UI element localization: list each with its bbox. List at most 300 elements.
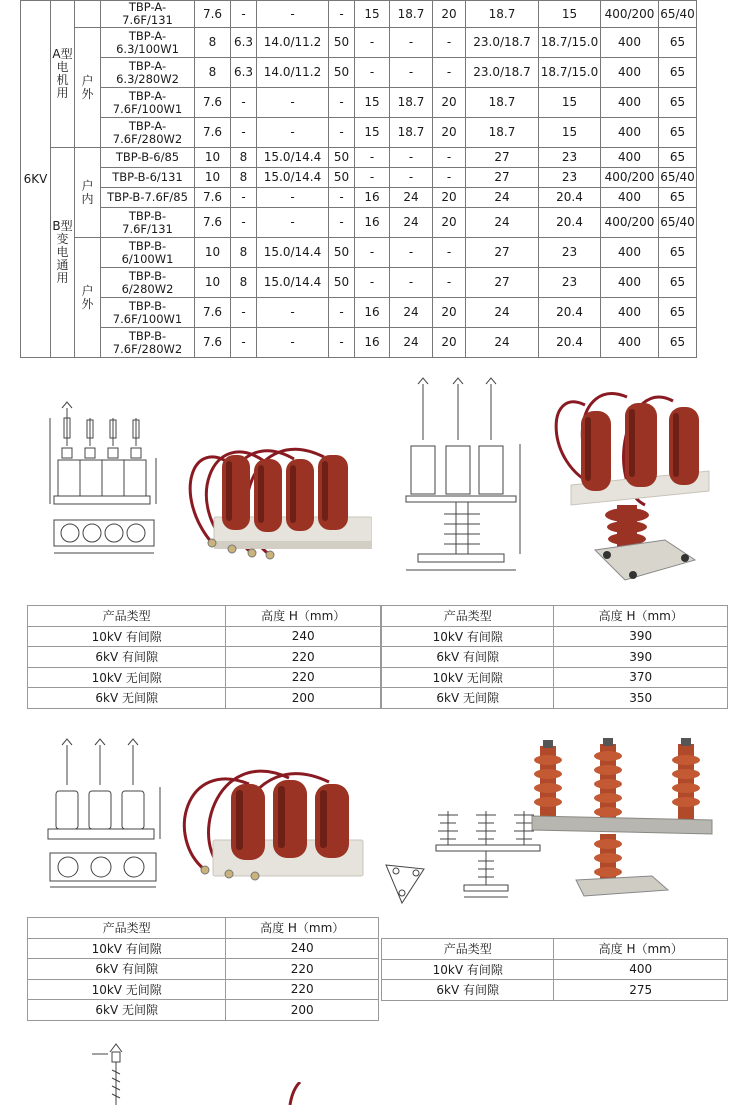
value-cell-text: 24 [494,190,510,204]
value-cell-text: 10 [204,150,221,164]
value-cell-text: 400/200 [604,6,655,21]
value-cell [390,238,433,268]
value-cell [231,188,257,208]
value-cell [659,208,697,238]
value-cell [539,208,601,238]
value-cell-text: 27 [494,275,510,289]
group-a-label-text: 机 [56,73,69,87]
product-type-cell: 10kV 无间隙 [28,979,226,1000]
value-cell-text: - [446,275,452,289]
value-cell [355,148,390,168]
value-cell-text: 23 [561,245,578,259]
value-cell [466,238,539,268]
value-cell-text: 65 [669,95,686,109]
value-cell-text: 20 [441,215,457,229]
height-value-cell: 275 [554,980,728,1001]
value-cell-text: - [241,6,246,21]
model-cell [101,28,195,58]
value-cell-text: 65 [669,305,686,319]
value-cell-text: 24 [494,305,510,319]
model-cell [101,88,195,118]
group-b-label-text: B型 [52,219,73,233]
value-cell [390,188,433,208]
spec-row [21,168,697,188]
value-cell-text: 50 [333,35,350,49]
value-cell [329,188,355,208]
value-cell [601,28,659,58]
value-cell-text: - [290,95,295,109]
value-cell [433,1,466,28]
value-cell [195,298,231,328]
value-cell-text: - [369,35,375,49]
value-cell-text: 20.4 [556,305,583,319]
value-cell-text: 15.0/14.4 [263,245,322,259]
height-value-cell: 220 [226,979,379,1000]
value-cell-text: - [446,35,452,49]
value-cell [466,118,539,148]
spec-row [21,208,697,238]
value-cell-text: - [369,245,375,259]
height-value-cell: 400 [554,959,728,980]
height-value-cell: 240 [226,626,381,647]
height-table-row [28,979,379,1000]
value-cell-text: 15 [364,95,380,109]
height-table-row [28,688,381,709]
value-cell [257,238,329,268]
value-cell-text: 8 [208,65,217,79]
value-cell-text: 23 [561,275,578,289]
height-table-row [28,626,381,647]
value-cell-text: 15 [561,6,578,21]
model-cell-text: 7.6F/131 [122,13,173,27]
height-value-cell: 220 [226,667,381,688]
height-table-row [28,1000,379,1021]
value-cell-text: - [241,215,246,229]
value-cell-text: 10 [204,275,221,289]
value-cell-text: 15.0/14.4 [263,275,322,289]
product-type-cell: 10kV 有间隙 [382,626,554,647]
value-cell-text: 20 [441,190,457,204]
value-cell [195,188,231,208]
value-cell [539,28,601,58]
post-type-arrester-photo [545,375,715,590]
height-table-row [382,667,728,688]
value-cell [231,268,257,298]
tripod-arrester-photo [528,738,718,898]
value-cell [257,298,329,328]
height-table-row [28,647,381,668]
model-cell-text: 7.6F/280W2 [112,131,183,146]
value-cell-text: - [339,95,344,109]
value-cell-text: 10 [204,245,221,259]
value-cell [659,188,697,208]
height-value-cell: 200 [226,688,381,709]
value-cell [390,208,433,238]
height-table-header [382,606,728,627]
value-cell-text: 65 [669,125,686,139]
product-type-cell: 6kV 有间隙 [28,647,226,668]
three-phase-dimension-drawing [38,735,168,895]
value-cell [601,118,659,148]
model-cell-text: TBP-B- [128,328,167,343]
value-cell-text: 400 [618,335,641,349]
value-cell-text: - [446,65,452,79]
model-cell [101,238,195,268]
value-cell [601,298,659,328]
value-cell [195,28,231,58]
value-cell [539,168,601,188]
value-cell-text: 65 [669,190,686,204]
value-cell-text: 7.6 [202,305,223,319]
value-cell-text: 50 [333,275,350,289]
model-cell-text: 6/280W2 [121,281,174,296]
value-cell [433,168,466,188]
value-cell-text: - [446,245,452,259]
height-table-header [382,939,728,960]
value-cell-text: 27 [494,170,510,184]
product-type-cell: 6kV 有间隙 [28,959,226,980]
value-cell [329,238,355,268]
height-table-row [28,959,379,980]
spec-row [21,188,697,208]
value-cell [659,238,697,268]
height-table-header [28,606,381,627]
value-cell-text: - [241,125,246,139]
value-cell-text: - [369,150,375,164]
value-cell [466,298,539,328]
value-cell-text: 400 [618,150,641,164]
value-cell-text: 65 [669,335,686,349]
spec-row [21,238,697,268]
height-table-1-right [381,605,728,709]
value-cell-text: 65/40 [660,6,695,21]
value-cell [466,208,539,238]
value-cell [355,58,390,88]
value-cell [329,88,355,118]
value-cell-text: 15 [561,95,578,109]
value-cell-text: 50 [333,245,350,259]
value-cell-text: 400 [618,190,641,204]
value-cell-text: - [339,6,344,21]
value-cell [231,298,257,328]
value-cell [601,238,659,268]
model-cell [101,168,195,188]
group-b-label-text: 变 [56,232,69,246]
value-cell [466,58,539,88]
height-value-cell: 高度 H（mm） [554,939,728,960]
product-type-cell: 6kV 无间隙 [28,688,226,709]
value-cell [601,88,659,118]
value-cell-text: 20.4 [556,190,583,204]
height-table-row [382,647,728,668]
model-cell-text: TBP-A- [128,88,167,103]
value-cell [390,328,433,358]
height-value-cell: 200 [226,1000,379,1021]
height-value-cell: 390 [554,647,728,668]
value-cell-text: 7.6 [202,190,223,204]
value-cell-text: 20 [441,95,457,109]
value-cell-text: 8 [239,170,248,184]
value-cell [257,168,329,188]
value-cell-text: - [241,190,246,204]
value-cell-text: 400 [618,65,641,79]
value-cell-text: 18.7 [397,125,425,139]
spec-table-body [21,1,697,358]
value-cell-text: 23.0/18.7 [473,35,531,49]
value-cell [601,1,659,28]
value-cell-text: 400/200 [604,215,655,229]
value-cell [195,168,231,188]
value-cell [601,208,659,238]
value-cell [231,238,257,268]
value-cell [329,58,355,88]
value-cell [195,328,231,358]
value-cell [329,208,355,238]
value-cell-text: - [290,125,295,139]
product-type-cell: 产品类型 [28,918,226,939]
value-cell [195,58,231,88]
value-cell [659,1,697,28]
model-cell-text: 6/100W1 [121,251,174,266]
value-cell-text: 400 [618,125,641,139]
product-type-cell: 6kV 有间隙 [382,980,554,1001]
height-table-header [28,918,379,939]
value-cell-text: 50 [333,65,350,79]
three-phase-arrester-photo [165,748,370,888]
value-cell [329,298,355,328]
value-cell [433,208,466,238]
value-cell [433,188,466,208]
indoor-label-b-text: 户 [81,178,94,193]
value-cell-text: 65 [669,65,686,79]
value-cell [231,58,257,88]
value-cell [329,118,355,148]
value-cell-text: 20 [441,305,457,319]
spec-row [21,148,697,168]
spec-row [21,1,697,28]
product-type-cell: 10kV 无间隙 [382,667,554,688]
product-type-cell: 产品类型 [382,606,554,627]
value-cell [466,88,539,118]
value-cell [355,298,390,328]
tripod-dimension-drawing [380,805,550,915]
value-cell-text: - [369,170,375,184]
value-cell [390,268,433,298]
outdoor-label-a-text: 户 [81,73,94,88]
value-cell [659,298,697,328]
value-cell-text: 20 [441,6,457,21]
value-cell [390,118,433,148]
model-cell-text: TBP-A- [128,118,167,133]
value-cell [466,28,539,58]
value-cell [390,168,433,188]
value-cell-text: - [290,335,295,349]
value-cell-text: 14.0/11.2 [263,35,322,49]
value-cell [231,28,257,58]
height-table-row [28,938,379,959]
height-value-cell: 高度 H（mm） [226,606,381,627]
value-cell [329,328,355,358]
value-cell [433,28,466,58]
value-cell-text: 65 [669,35,686,49]
height-table-1-left [27,605,381,709]
value-cell-text: 7.6 [202,215,223,229]
group-a-label [51,1,75,148]
value-cell [231,118,257,148]
value-cell [601,268,659,298]
indoor-label-b-text: 内 [81,191,94,206]
product-type-cell: 10kV 有间隙 [28,938,226,959]
group-b-label-text: 电 [56,245,69,259]
height-table-2-left [27,917,379,1021]
value-cell [195,118,231,148]
height-value-cell: 350 [554,688,728,709]
height-value-cell: 高度 H（mm） [554,606,728,627]
spec-row [21,28,697,58]
value-cell [601,58,659,88]
value-cell [257,1,329,28]
value-cell [355,28,390,58]
value-cell [355,188,390,208]
value-cell [466,268,539,298]
value-cell [659,168,697,188]
value-cell-text: - [241,305,246,319]
height-value-cell: 高度 H（mm） [226,918,379,939]
value-cell-text: 15 [364,6,380,21]
voltage-label [21,1,51,358]
value-cell-text: - [290,6,295,21]
value-cell-text: 18.7 [488,125,516,139]
product-type-cell: 产品类型 [28,606,226,627]
value-cell [231,208,257,238]
value-cell [539,188,601,208]
value-cell-text: 65 [669,275,686,289]
model-cell-text: 7.6F/280W2 [112,341,183,356]
value-cell-text: 24 [494,335,510,349]
spec-row [21,328,697,358]
value-cell-text: - [408,245,414,259]
value-cell [257,88,329,118]
value-cell [257,118,329,148]
value-cell-text: 27 [494,245,510,259]
value-cell-text: 400/200 [604,170,655,184]
value-cell-text: 24 [403,215,419,229]
value-cell-text: 15 [561,125,578,139]
value-cell-text: 14.0/11.2 [263,65,322,79]
value-cell-text: 400 [618,275,641,289]
spec-row [21,298,697,328]
value-cell-text: - [408,35,414,49]
value-cell [659,328,697,358]
value-cell-text: 23 [561,170,578,184]
value-cell [466,1,539,28]
four-phase-dimension-drawing [40,398,165,568]
value-cell [539,238,601,268]
value-cell-text: 400 [618,305,641,319]
spec-row [21,88,697,118]
value-cell [390,28,433,58]
value-cell-text: - [408,170,414,184]
model-cell-text: 7.6F/100W1 [112,101,183,116]
value-cell-text: 6.3 [233,35,254,49]
value-cell [466,188,539,208]
value-cell-text: - [408,275,414,289]
value-cell-text: 18.7 [488,6,516,21]
value-cell [390,1,433,28]
spec-row [21,268,697,298]
outdoor-label-a [75,28,101,148]
height-table-row [28,667,381,688]
value-cell [539,268,601,298]
model-cell-text: 7.6F/131 [122,221,173,236]
value-cell-text: - [339,305,344,319]
height-table-row [382,980,728,1001]
value-cell-text: - [241,95,246,109]
post-type-dimension-drawing [398,374,528,579]
value-cell [539,58,601,88]
value-cell-text: 6.3 [233,65,254,79]
value-cell [355,208,390,238]
value-cell-text: 18.7 [397,95,425,109]
outdoor-label-b-text: 外 [81,296,94,311]
value-cell [329,1,355,28]
value-cell-text: 65 [669,245,686,259]
model-cell-text: 6.3/280W2 [116,71,179,86]
value-cell [257,58,329,88]
value-cell-text: 65 [669,150,686,164]
value-cell [195,148,231,168]
value-cell [195,268,231,298]
value-cell-text: - [339,190,344,204]
value-cell-text: 15.0/14.4 [263,170,322,184]
value-cell [355,168,390,188]
model-cell [101,1,195,28]
value-cell-text: 23.0/18.7 [473,65,531,79]
product-type-cell: 6kV 无间隙 [382,688,554,709]
value-cell [659,148,697,168]
height-table-2-right [381,938,728,1001]
value-cell [433,148,466,168]
value-cell-text: - [446,150,452,164]
value-cell-text: 8 [239,245,248,259]
value-cell-text: 8 [239,275,248,289]
value-cell-text: 16 [364,190,380,204]
model-cell-text: 7.6F/100W1 [112,311,183,326]
value-cell [257,188,329,208]
value-cell-text: 50 [333,150,350,164]
value-cell [231,168,257,188]
value-cell-text: 65/40 [660,170,695,184]
model-cell [101,188,195,208]
value-cell [433,298,466,328]
value-cell [195,238,231,268]
height-table-row [382,688,728,709]
product-type-cell: 10kV 有间隙 [28,626,226,647]
product-type-cell: 6kV 有间隙 [382,647,554,668]
value-cell [257,148,329,168]
value-cell [433,118,466,148]
value-cell [390,88,433,118]
value-cell [329,148,355,168]
value-cell-text: 50 [333,170,350,184]
outdoor-label-b [75,238,101,358]
value-cell-text: 24 [403,335,419,349]
value-cell [659,268,697,298]
model-cell-text: TBP-B- [128,238,167,253]
value-cell [355,88,390,118]
value-cell-text: - [290,215,295,229]
model-cell [101,208,195,238]
